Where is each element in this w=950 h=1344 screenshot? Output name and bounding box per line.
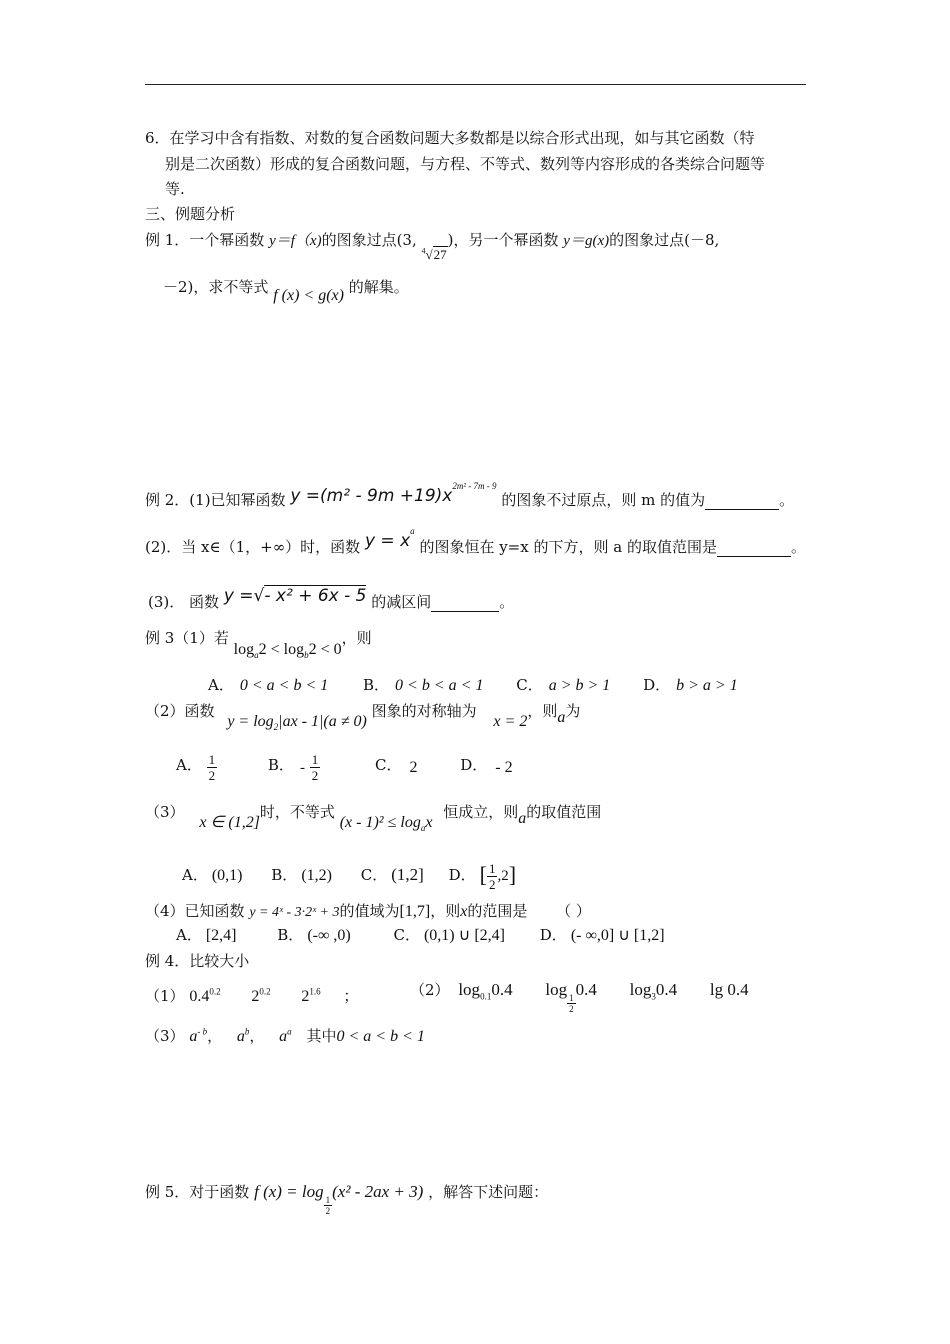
option-a-label: A．	[182, 866, 208, 884]
option-a-label: A．	[208, 676, 234, 694]
example5	[145, 1181, 549, 1216]
option-d-upper: ,2	[497, 868, 509, 884]
example2-part1	[145, 481, 795, 510]
ex1-text-d: )，另一个幂函数	[447, 231, 564, 249]
option-b-value: (-∞ ,0)	[307, 927, 351, 944]
example3-q1	[145, 627, 372, 661]
ex2-p3-b: 的减区间	[371, 593, 432, 611]
option-b-label: B．	[271, 866, 298, 884]
ex2-p2-eq: y = x	[364, 531, 411, 551]
ex3-q4-d: 的范围是	[467, 902, 528, 920]
ex3-q4-c: ，则	[430, 902, 461, 920]
ex4-a-neg-b: $a^{- b}$	[189, 1026, 208, 1045]
ex3-q2-options	[176, 752, 513, 783]
option-b-sign: -	[299, 759, 305, 776]
ex2-p2-exp: a	[410, 526, 415, 536]
ex1-fx: y＝f（x)	[269, 233, 322, 249]
ex5-b: ，解答下述问题：	[428, 1183, 549, 1201]
ex3-q3-b: 时，不等式	[259, 803, 335, 821]
option-c-label: C．	[360, 866, 388, 884]
option-d-value: b > a > 1	[676, 677, 738, 694]
ex2-p3-blank	[431, 611, 499, 612]
ex2-p3-eq-radicand: - x² + 6x - 5	[264, 586, 367, 606]
ex2-p3-eq-lhs: y =	[223, 586, 254, 606]
ex4-separator: ；	[343, 987, 359, 1005]
ex2-p1-blank	[705, 509, 779, 510]
option-a-value: [2,4]	[205, 927, 237, 944]
answer-paren: （ ）	[556, 902, 591, 920]
example1-line2	[163, 276, 409, 304]
ex2-p1-c: 。	[779, 491, 795, 509]
example3-q4	[145, 900, 591, 921]
ex2-p2-a: (2)．当 x∈（1，+∞）时，函数	[145, 538, 361, 556]
option-c-value: a > b > 1	[548, 677, 611, 694]
header-rule	[145, 84, 806, 85]
ex3-q1-a: 例 3（1）若	[145, 629, 229, 647]
option-a-value: (0,1)	[211, 867, 243, 884]
ex4-r2-b: 其中	[306, 1027, 337, 1045]
ex4-power-3: $2^{1.6}$	[301, 986, 321, 1005]
ex4-log-4: lg 0.4	[709, 980, 749, 999]
option-c-value: (0,1) ∪ [2,4]	[423, 927, 505, 944]
example4-row3: （3） $a^{- b}$， $a^b$， $a^a$ 其中0 < a < b < 1	[145, 1026, 425, 1045]
option-d-label: D．	[643, 676, 671, 694]
option-d-label: D．	[539, 926, 567, 944]
ex2-p3-c: 。	[499, 593, 515, 611]
example3-q2	[145, 700, 581, 733]
option-a-value: 0 < a < b < 1	[239, 677, 329, 694]
option-b-fraction: $\frac{1}{2}$	[311, 752, 319, 783]
ex4-condition: 0 < a < b < 1	[336, 1028, 425, 1045]
ex1-root-value: 27	[433, 247, 447, 262]
ex4-log-2: log $\frac{1}{2}$ 0.4	[545, 980, 597, 1014]
option-a-label: A．	[176, 755, 202, 774]
ex3-q4-var: x	[460, 903, 468, 920]
ex3-q3-ineq: $(x - 1)^2 \le \log_ax$	[339, 814, 433, 834]
ex4-log-3: $\log_30.4$	[629, 980, 678, 1002]
ex3-q4-options	[176, 924, 665, 945]
ex2-p3-a: (3)． 函数	[148, 593, 220, 611]
ex3-q4-b: 的值域为	[339, 902, 400, 920]
option-d-fraction: $\frac{1}{2}$	[488, 860, 496, 892]
ex3-q2-a: （2）函数	[145, 702, 215, 720]
option-d-label: D．	[460, 755, 488, 774]
example2-part3: (3)． 函数 y =√- x² + 6x - 5 的减区间 。	[148, 586, 515, 611]
ex3-q4-range: [1,7]	[399, 903, 431, 920]
ex3-q2-eq: $y = \log_2|ax - 1|(a \ne 0)$	[227, 713, 367, 733]
ex2-p1-b: 的图象不过原点，则 m 的值为	[501, 491, 706, 509]
ex4-a-a: $a^a$	[279, 1026, 292, 1045]
ex3-q4-a: （4）已知函数	[145, 902, 245, 920]
example2-part2	[145, 526, 806, 557]
ex1-text-c: 的图象过点(3,	[321, 231, 417, 249]
option-d-value: (- ∞,0] ∪ [1,2]	[570, 927, 665, 944]
ex4-a-b: $a^b$	[236, 1026, 250, 1045]
ex4-r1-a: （1）	[145, 987, 185, 1005]
ex2-p1-exp: 2m² - 7m - 9	[452, 481, 497, 491]
ex4-log-1: $\log_{0.1}0.4$	[458, 980, 513, 1002]
ex3-q2-var: a	[557, 709, 566, 726]
ex3-q3-options: A． (0,1) B． (1,2) C． (1,2] D． [ $\frac{1}{2}$ ,2]	[182, 860, 517, 892]
section6-line1: 6．在学习中含有指数、对数的复合函数问题大多数都是以综合形式出现，如与其它函数（特	[145, 129, 755, 147]
option-c-value: 2	[409, 758, 418, 776]
option-b-label: B．	[363, 676, 390, 694]
section-heading: 三、例题分析	[145, 205, 236, 223]
ex4-r1-b: （2）	[410, 981, 450, 999]
section6-line2: 别是二次函数）形成的复合函数问题，与方程、不等式、数列等内容形成的各类综合问题等	[165, 155, 766, 173]
ex1-text-a: 例 1．一个幂函数	[145, 231, 270, 249]
option-c-label: C．	[516, 676, 543, 694]
ex3-q3-a: （3）	[145, 803, 185, 821]
ex1-root: $^4$√27	[421, 246, 447, 262]
ex2-p1-a: 例 2．(1)已知幂函数	[145, 491, 286, 509]
ex2-p2-c: 。	[790, 538, 806, 556]
ex3-q2-c: ，则	[527, 702, 558, 720]
ex3-q1-eq: $\log_a2 < \log_b2 < 0$	[233, 641, 342, 661]
ex3-q2-d: 为	[565, 702, 581, 720]
ex2-p2-blank	[717, 556, 791, 557]
ex5-a: 例 5．对于函数	[145, 1183, 250, 1201]
option-d-label: D．	[448, 866, 476, 884]
example3-q3	[145, 801, 602, 834]
ex3-q3-var: a	[518, 810, 527, 827]
option-b-label: B．	[267, 755, 294, 774]
ex2-p1-eq: y =(m² - 9m +19)x	[290, 486, 453, 506]
ex3-q1-b: ，则	[341, 629, 372, 647]
example4-row1-logs	[410, 979, 749, 1014]
option-c-value: (1,2]	[391, 865, 424, 884]
option-a-label: A．	[176, 926, 202, 944]
option-c-label: C．	[393, 926, 420, 944]
ex3-q2-axis: x = 2	[493, 713, 528, 730]
ex1-line2-b: 的解集。	[348, 278, 409, 296]
ex1-text-f: 的图象过点(－8,	[609, 231, 720, 249]
option-b-value: 0 < b < a < 1	[395, 677, 484, 694]
ex2-p2-b: 的图象恒在 y=x 的下方，则 a 的取值范围是	[419, 538, 717, 556]
ex3-q3-c: 恒成立，则	[443, 803, 519, 821]
option-c-label: C．	[375, 755, 402, 774]
example4-title: 例 4．比较大小	[145, 952, 250, 970]
ex4-power-1: $0.4^{0.2}$	[189, 986, 221, 1005]
ex5-func: f (x) = log $\frac{1}{2}$ (x² - 2ax + 3)	[254, 1182, 424, 1216]
ex1-line2-a: －2)，求不等式	[163, 278, 269, 296]
ex1-inequality: f (x) < g(x)	[273, 287, 344, 304]
option-b-value: (1,2)	[301, 867, 332, 884]
ex4-power-2: $2^{0.2}$	[251, 986, 271, 1005]
ex1-gx: y＝g(x)	[563, 233, 610, 249]
ex3-q3-domain: x ∈ (1,2]	[199, 814, 260, 831]
example4-row1	[145, 985, 358, 1006]
ex3-q4-func: y = 4ˣ - 3·2ˣ + 3	[249, 905, 340, 920]
example1-line1	[145, 229, 720, 262]
section6-line3: 等.	[165, 180, 185, 198]
ex3-q2-b: 图象的对称轴为	[371, 702, 477, 720]
ex4-r2-a: （3）	[145, 1027, 185, 1045]
option-a-fraction: $\frac{1}{2}$	[208, 752, 216, 783]
ex3-q3-d: 的取值范围	[526, 803, 602, 821]
option-b-label: B．	[277, 926, 304, 944]
ex3-q1-options	[208, 674, 738, 695]
ex1-root-index: 4	[421, 246, 426, 256]
option-d-value: - 2	[495, 758, 513, 776]
